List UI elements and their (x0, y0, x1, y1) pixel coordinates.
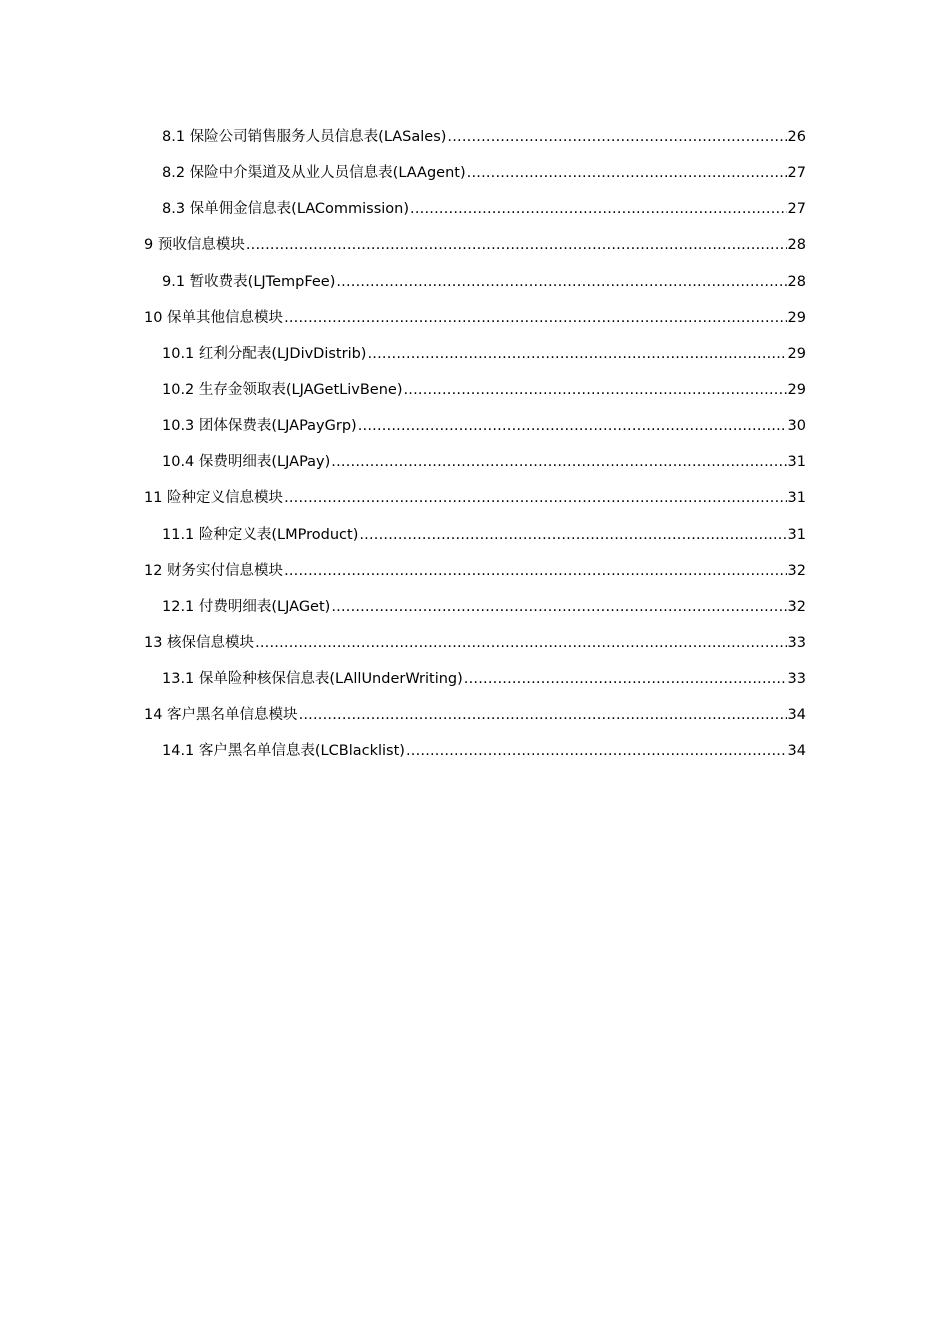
toc-dot-leader (447, 126, 786, 148)
toc-entry-page: 32 (787, 598, 806, 615)
toc-entry-page: 33 (787, 634, 806, 651)
toc-entry[interactable] (144, 668, 806, 704)
toc-entry-page: 33 (787, 671, 806, 688)
toc-entry[interactable] (144, 307, 806, 343)
toc-entry-page: 32 (787, 562, 806, 579)
toc-dot-leader (367, 343, 786, 365)
toc-entry[interactable] (144, 271, 806, 307)
toc-entry-page: 27 (787, 165, 806, 182)
toc-entry-page: 34 (787, 707, 806, 724)
toc-entry-page: 28 (787, 273, 806, 290)
toc-entry[interactable] (144, 704, 806, 740)
toc-dot-leader (284, 307, 786, 329)
toc-dot-leader (359, 524, 786, 546)
toc-entry-page: 31 (787, 526, 806, 543)
toc-entry[interactable] (144, 234, 806, 270)
toc-entry-title: 8.3 保单佣金信息表(LACommission) (162, 201, 410, 218)
toc-entry-page: 29 (787, 309, 806, 326)
toc-entry-page: 26 (787, 129, 806, 145)
toc-entry-title: 11.1 险种定义表(LMProduct) (162, 526, 359, 543)
toc-entry-title: 10 保单其他信息模块 (144, 309, 284, 326)
toc-entry[interactable] (144, 379, 806, 415)
toc-dot-leader (299, 704, 787, 726)
toc-entry[interactable] (144, 198, 806, 234)
toc-dot-leader (246, 234, 787, 256)
toc-dot-leader (410, 198, 787, 220)
toc-dot-leader (255, 632, 786, 654)
toc-dot-leader (464, 668, 787, 690)
toc-entry-page: 28 (787, 237, 806, 254)
toc-entry-title: 12 财务实付信息模块 (144, 562, 284, 579)
toc-entry-page: 31 (787, 454, 806, 471)
toc-entry-page: 27 (787, 201, 806, 218)
toc-entry[interactable] (144, 126, 806, 162)
toc-entry-title: 9.1 暂收费表(LJTempFee) (162, 273, 336, 290)
toc-entry-title: 14 客户黑名单信息模块 (144, 707, 298, 724)
toc-entry-title: 12.1 付费明细表(LJAGet) (162, 598, 331, 615)
toc-entry-title: 13 核保信息模块 (144, 634, 255, 651)
table-of-contents (144, 126, 806, 777)
toc-dot-leader (331, 451, 786, 473)
toc-dot-leader (284, 560, 786, 582)
toc-entry[interactable] (144, 596, 806, 632)
toc-entry[interactable] (144, 487, 806, 523)
toc-entry-page: 29 (787, 381, 806, 398)
toc-entry-title: 11 险种定义信息模块 (144, 490, 284, 507)
toc-dot-leader (406, 740, 787, 762)
toc-entry-title: 10.3 团体保费表(LJAPayGrp) (162, 418, 357, 435)
toc-entry-title: 8.1 保险公司销售服务人员信息表(LASales) (162, 129, 447, 145)
toc-entry-page: 34 (787, 743, 806, 760)
toc-dot-leader (331, 596, 786, 618)
toc-dot-leader (467, 162, 787, 184)
toc-entry-title: 13.1 保单险种核保信息表(LAllUnderWriting) (162, 671, 463, 688)
toc-entry-title: 14.1 客户黑名单信息表(LCBlacklist) (162, 743, 405, 760)
toc-entry-title: 8.2 保险中介渠道及从业人员信息表(LAAgent) (162, 165, 466, 182)
toc-entry-title: 10.4 保费明细表(LJAPay) (162, 454, 331, 471)
toc-entry-title: 9 预收信息模块 (144, 237, 245, 254)
toc-entry[interactable] (144, 560, 806, 596)
toc-entry[interactable] (144, 162, 806, 198)
toc-entry-page: 29 (787, 345, 806, 362)
toc-entry[interactable] (144, 451, 806, 487)
toc-dot-leader (403, 379, 786, 401)
toc-entry[interactable] (144, 632, 806, 668)
toc-entry-title: 10.1 红利分配表(LJDivDistrib) (162, 345, 367, 362)
toc-entry[interactable] (144, 740, 806, 776)
toc-dot-leader (284, 487, 786, 509)
toc-dot-leader (358, 415, 787, 437)
toc-dot-leader (336, 271, 786, 293)
toc-entry[interactable] (144, 415, 806, 451)
toc-entry[interactable] (144, 524, 806, 560)
toc-entry[interactable] (144, 343, 806, 379)
toc-entry-title: 10.2 生存金领取表(LJAGetLivBene) (162, 381, 403, 398)
toc-entry-page: 30 (787, 418, 806, 435)
toc-entry-page: 31 (787, 490, 806, 507)
